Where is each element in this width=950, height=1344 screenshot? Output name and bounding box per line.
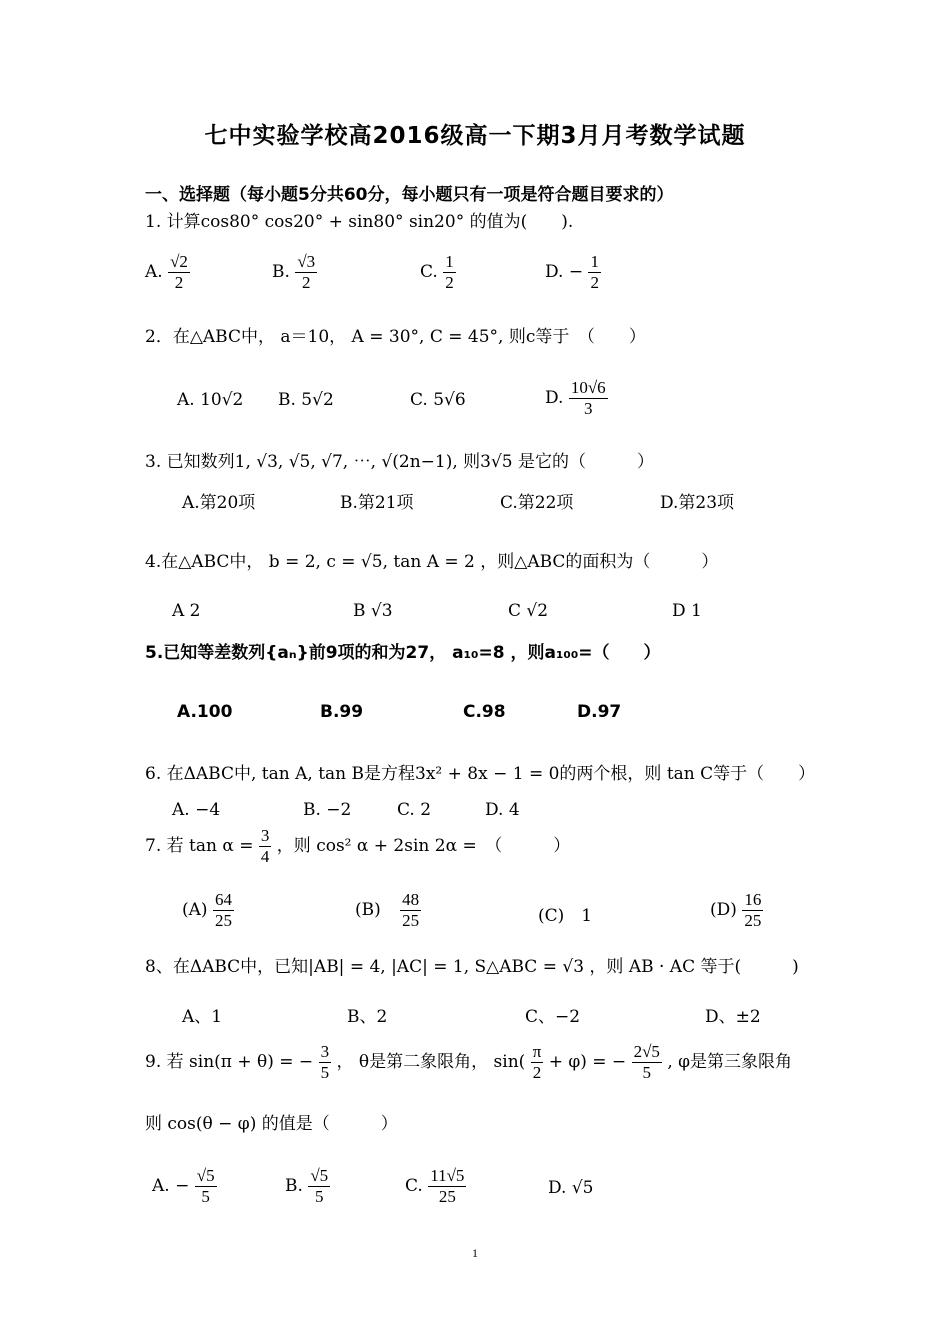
q6-stem: 6. 在ΔABC中, tan A, tan B是方程3x² + 8x − 1 = 0的两个根，则 tan C等于（ ） bbox=[145, 764, 816, 784]
q3-option-a: A.第20项 bbox=[182, 493, 256, 513]
q9-option-a bbox=[152, 1166, 217, 1207]
q9-option-b bbox=[285, 1166, 330, 1207]
q7-option-c: (C) 1 bbox=[538, 906, 593, 926]
q9-b-num: √5 bbox=[310, 1166, 329, 1185]
q9-option-d: D. √5 bbox=[548, 1178, 594, 1198]
q9-stem-b: ， θ是第二象限角， sin( bbox=[336, 1052, 526, 1072]
q3-stem: 3. 已知数列1, √3, √5, √7, ⋯, √(2n−1), 则3√5 是它的（ ） bbox=[145, 452, 655, 472]
q7-option-a bbox=[182, 890, 234, 931]
q9-c-prefix: C. bbox=[405, 1176, 423, 1196]
exam-title: 七中实验学校高2016级高一下期3月月考数学试题 bbox=[204, 123, 746, 149]
q8-option-a: A、1 bbox=[182, 1007, 223, 1027]
q9-option-c bbox=[405, 1166, 466, 1207]
q9-stem-d: , φ是第三象限角 bbox=[667, 1052, 793, 1072]
q2-option-d bbox=[545, 378, 608, 419]
q1-option-a bbox=[145, 252, 190, 293]
q5-option-c: C.98 bbox=[463, 702, 506, 722]
q1-option-c bbox=[420, 252, 456, 293]
q9-f2-num: π bbox=[532, 1042, 542, 1061]
q1-d-num: 1 bbox=[590, 252, 599, 271]
q1-c-num: 1 bbox=[445, 252, 454, 271]
q7-b-den: 25 bbox=[402, 911, 420, 930]
q5-option-d: D.97 bbox=[577, 702, 622, 722]
q6-option-d: D. 4 bbox=[485, 800, 520, 820]
q7-d-num: 16 bbox=[744, 890, 762, 909]
q4-option-c: C √2 bbox=[508, 601, 549, 621]
q1-b-fraction bbox=[295, 252, 317, 293]
q5-option-a: A.100 bbox=[177, 702, 233, 722]
q1-a-fraction bbox=[168, 252, 190, 293]
q7-a-den: 25 bbox=[214, 911, 232, 930]
q9-f1-den: 5 bbox=[320, 1063, 330, 1082]
q9-c-den: 25 bbox=[438, 1187, 456, 1206]
q9-stem bbox=[145, 1042, 792, 1083]
q1-a-prefix: A. bbox=[145, 262, 163, 282]
section-heading: 一、选择题（每小题5分共60分，每小题只有一项是符合题目要求的） bbox=[145, 185, 674, 205]
q3-option-d: D.第23项 bbox=[660, 493, 735, 513]
q6-option-b: B. −2 bbox=[303, 800, 352, 820]
q4-option-b: B √3 bbox=[353, 601, 393, 621]
q2-d-fraction bbox=[569, 378, 608, 419]
q1-b-prefix: B. bbox=[272, 262, 290, 282]
q8-option-b: B、2 bbox=[347, 1007, 388, 1027]
q1-b-den: 2 bbox=[301, 273, 311, 292]
q9-c-num: 11√5 bbox=[430, 1166, 465, 1185]
q7-stem-prefix: 7. 若 tan α = bbox=[145, 836, 254, 856]
q1-option-b bbox=[272, 252, 317, 293]
q9-a-den: 5 bbox=[201, 1187, 210, 1206]
q9-stem-c: + φ) = − bbox=[548, 1052, 627, 1072]
q2-option-c: C. 5√6 bbox=[410, 390, 466, 410]
q2-option-b: B. 5√2 bbox=[278, 390, 334, 410]
q8-option-d: D、±2 bbox=[705, 1007, 761, 1027]
q2-d-den: 3 bbox=[584, 399, 593, 418]
q1-b-num: √3 bbox=[297, 252, 316, 271]
q9-f3-num: 2√5 bbox=[633, 1042, 660, 1061]
q4-option-a: A 2 bbox=[172, 601, 201, 621]
q6-option-c: C. 2 bbox=[397, 800, 432, 820]
q1-a-num: √2 bbox=[170, 252, 188, 271]
q7-option-d bbox=[710, 890, 763, 931]
q9-stem-a: 9. 若 sin(π + θ) = − bbox=[145, 1052, 314, 1072]
q9-fraction-3 bbox=[632, 1042, 662, 1083]
q9-stem-line2: 则 cos(θ − φ) 的值是（ ） bbox=[145, 1114, 398, 1134]
q1-a-den: 2 bbox=[174, 273, 184, 292]
q8-option-c: C、−2 bbox=[525, 1007, 581, 1027]
q7-d-den: 25 bbox=[744, 911, 762, 930]
page-number: 1 bbox=[472, 1246, 478, 1260]
q2-stem: 2．在△ABC中， a＝10， A = 30°, C = 45°, 则c等于 （ ） bbox=[145, 327, 646, 347]
q1-d-prefix: D. − bbox=[545, 262, 584, 282]
q1-c-fraction bbox=[443, 252, 456, 293]
q9-fraction-1 bbox=[319, 1042, 332, 1083]
q4-option-d: D 1 bbox=[672, 601, 702, 621]
q7-stem-num: 3 bbox=[260, 826, 270, 845]
q9-b-fraction bbox=[308, 1166, 330, 1207]
q9-f1-num: 3 bbox=[320, 1042, 330, 1061]
q2-option-a: A. 10√2 bbox=[177, 390, 244, 410]
q7-d-prefix: (D) bbox=[710, 900, 737, 920]
q3-option-c: C.第22项 bbox=[500, 493, 574, 513]
q1-stem: 1. 计算cos80° cos20° + sin80° sin20° 的值为( ). bbox=[145, 212, 574, 232]
q7-a-prefix: (A) bbox=[182, 900, 208, 920]
q1-option-d bbox=[545, 252, 601, 293]
q7-b-num: 48 bbox=[402, 890, 420, 909]
q7-a-fraction bbox=[213, 890, 234, 931]
q4-stem: 4.在△ABC中， b = 2, c = √5, tan A = 2 ，则△ABC的面积为（ ） bbox=[145, 552, 719, 572]
q7-option-b bbox=[355, 890, 421, 931]
q7-b-prefix: (B) bbox=[355, 900, 381, 920]
q9-a-prefix: A. − bbox=[152, 1176, 190, 1196]
q1-d-den: 2 bbox=[590, 273, 599, 292]
q5-option-b: B.99 bbox=[320, 702, 364, 722]
q9-fraction-2 bbox=[531, 1042, 544, 1083]
q1-d-fraction bbox=[588, 252, 601, 293]
q9-f2-den: 2 bbox=[532, 1063, 542, 1082]
q9-b-den: 5 bbox=[314, 1187, 324, 1206]
q1-c-den: 2 bbox=[445, 273, 454, 292]
q3-option-b: B.第21项 bbox=[340, 493, 414, 513]
q7-stem-den: 4 bbox=[260, 847, 270, 866]
q9-b-prefix: B. bbox=[285, 1176, 303, 1196]
q8-stem: 8、在ΔABC中，已知|AB| = 4, |AC| = 1, S△ABC = √3 ，则 AB · AC 等于( ) bbox=[145, 957, 799, 977]
q7-stem bbox=[145, 826, 570, 867]
q7-b-fraction bbox=[400, 890, 421, 931]
q9-f3-den: 5 bbox=[642, 1063, 651, 1082]
q2-d-prefix: D. bbox=[545, 388, 564, 408]
q6-option-a: A. −4 bbox=[172, 800, 221, 820]
q7-stem-fraction bbox=[259, 826, 272, 867]
q1-c-prefix: C. bbox=[420, 262, 438, 282]
q7-stem-suffix: ，则 cos² α + 2sin 2α = （ ） bbox=[276, 836, 571, 856]
q9-a-fraction bbox=[195, 1166, 217, 1207]
q9-c-fraction bbox=[428, 1166, 466, 1207]
q9-a-num: √5 bbox=[196, 1166, 215, 1185]
q5-stem: 5.已知等差数列{aₙ}前9项的和为27， a₁₀=8 ，则a₁₀₀=（ ） bbox=[145, 643, 661, 663]
q7-d-fraction bbox=[742, 890, 763, 931]
q7-a-num: 64 bbox=[214, 890, 232, 909]
q2-d-num: 10√6 bbox=[570, 378, 606, 397]
